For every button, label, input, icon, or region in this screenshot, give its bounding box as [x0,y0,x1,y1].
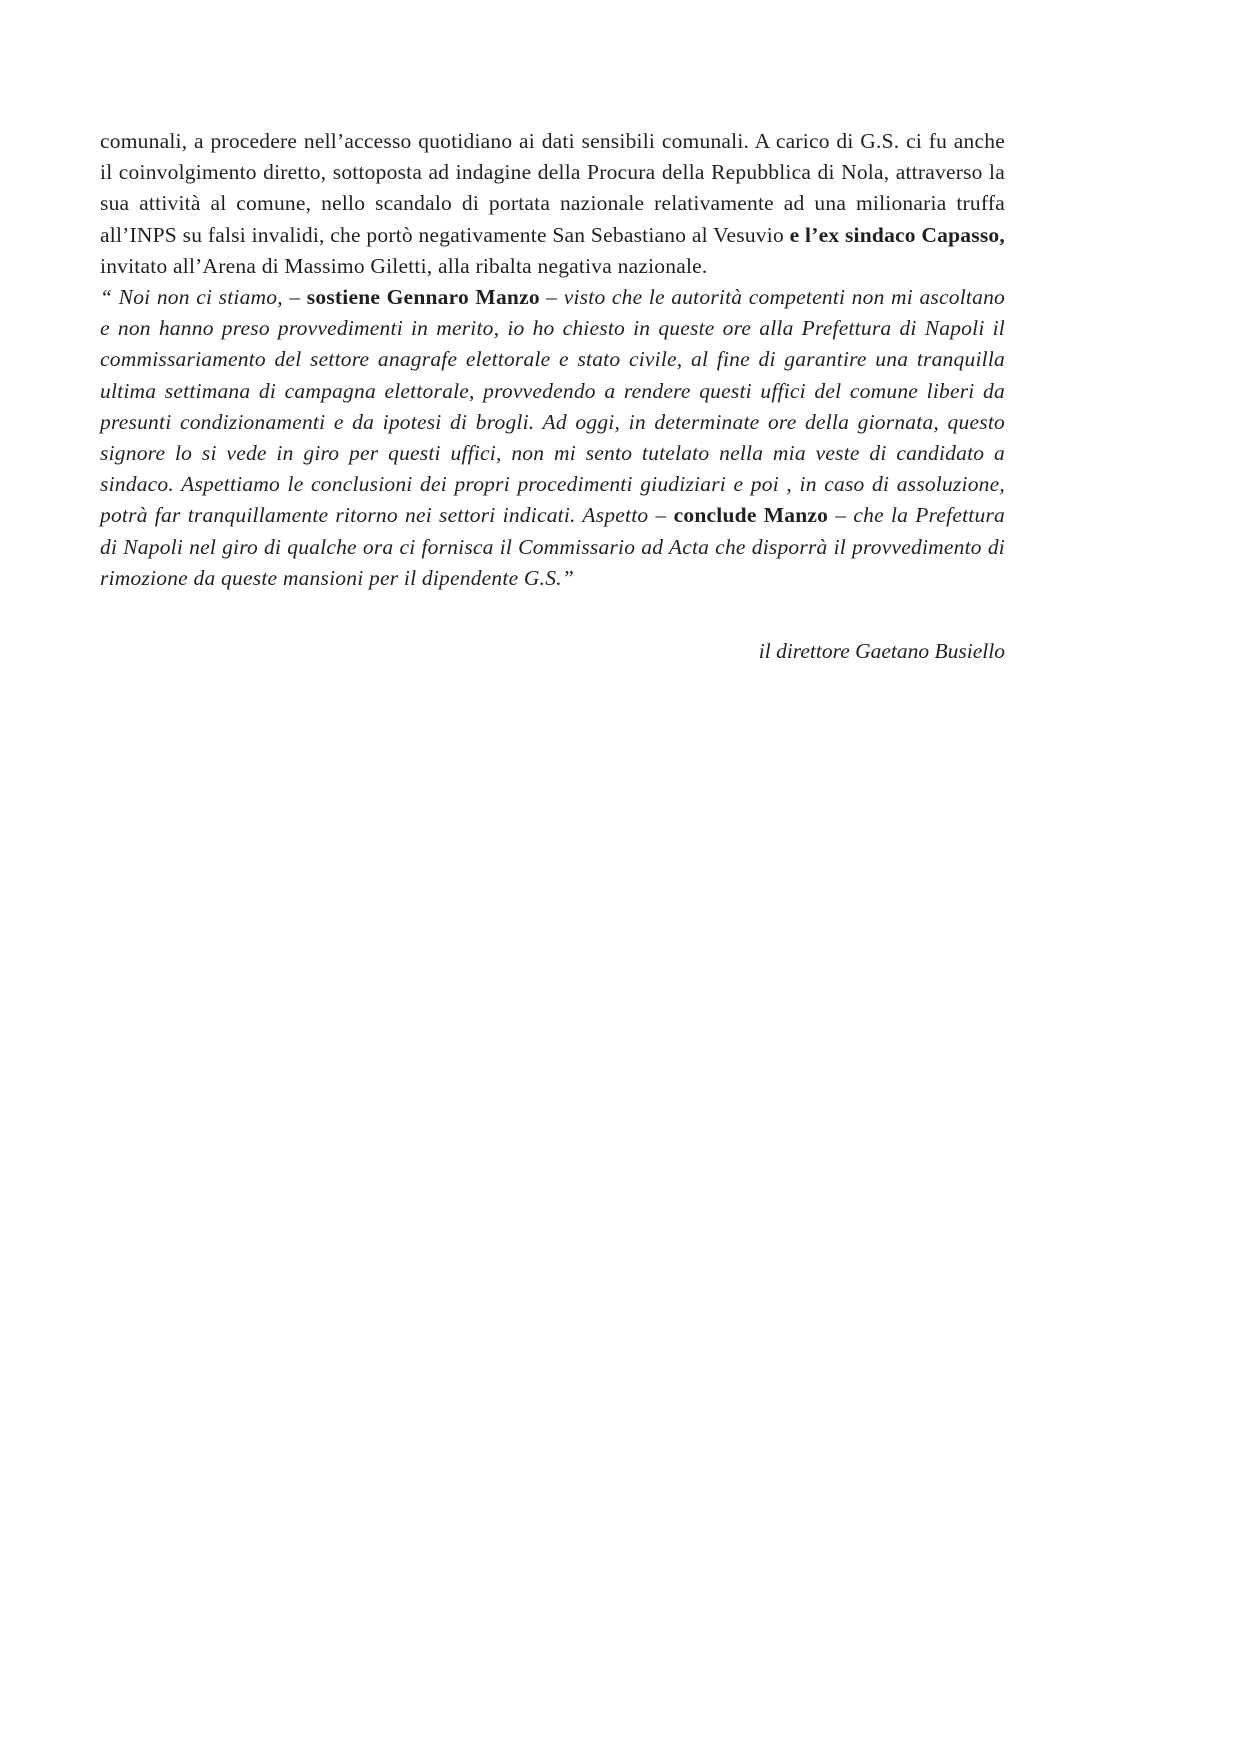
signature-line [100,636,1005,667]
quote-text-part-3: – visto che le autorità competenti non mi ascoltano e non hanno preso provvedimenti in merito, io ho chiesto in queste ore alla Prefettura di Napoli il commissariamento del settore anagrafe elettorale e stato civile, al fine di garantire una tranquilla ultima settimana di campagna elettorale, provvedendo a rendere questi uffici del comune liberi da presunti condizionamenti e da ipotesi di brogli. Ad oggi, in determinate ore della giornata, questo signore lo si vede in giro per questi uffici, non mi sento tutelato nella mia veste di candidato a sindaco. Aspettiamo le conclusioni dei propri procedimenti giudiziari e poi , in caso di assoluzione, potrà far tranquillamente ritorno nei settori indicati. Aspetto – [100,285,1006,528]
quote-attribution-sostiene: sostiene Gennaro Manzo [306,285,540,310]
quote-text-part-5: – che la Prefettura di Napoli nel giro di qualche ora ci fornisca il Commissario ad Acta che disporrà il provvedimento di rimozione da queste mansioni per il dipendente G.S.” [100,503,1006,590]
document-body [100,126,1005,594]
body-paragraph [100,126,1005,282]
quote-attribution-conclude: conclude Manzo [673,503,829,528]
body-text-part-1: comunali, a procedere nell’accesso quotidiano ai dati sensibili comunali. A carico di G.S. ci fu anche il coinvolgimento diretto, sottoposta ad indagine della Procura della Repubblica di Nola, attraverso la sua attività al comune, nello scandalo di portata nazionale relativamente ad una milionaria truffa all’INPS su falsi invalidi, che portò negativamente San Sebastiano al Vesuvio [100,129,1005,247]
signature-text: il direttore Gaetano Busiello [758,639,1005,663]
body-text-part-3: invitato all’Arena di Massimo Giletti, alla ribalta negativa nazionale. [100,253,708,278]
quote-text-part-1: “ Noi non ci stiamo, – [100,285,307,310]
quote-paragraph [100,282,1005,594]
body-text-bold-capasso: e l’ex sindaco Capasso, [789,222,1005,247]
